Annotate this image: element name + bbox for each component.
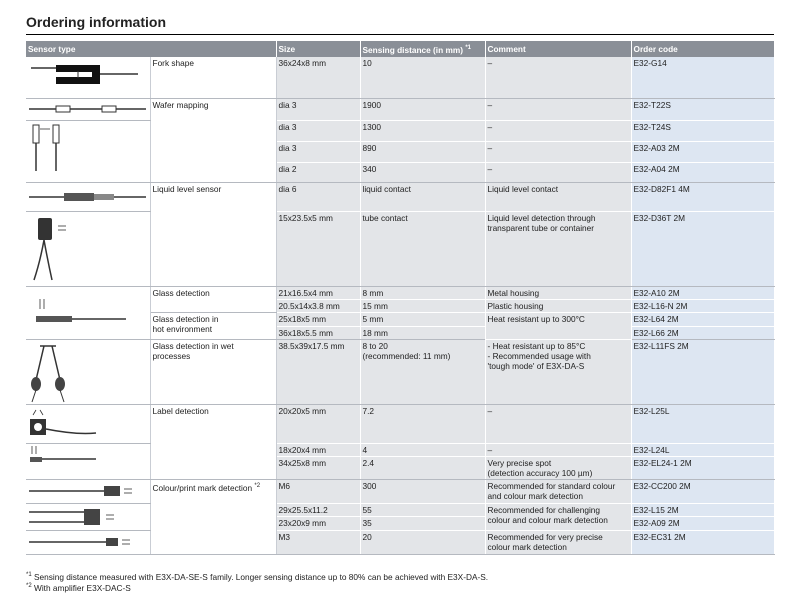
fork-sensor-icon: [26, 57, 150, 98]
comment-cell: –: [485, 120, 631, 141]
header-distance: Sensing distance (in mm) $^{*1}$: [360, 41, 485, 57]
comment-cell: –: [485, 443, 631, 456]
order-code-cell: E32-A03 2M: [631, 141, 774, 162]
comment-cell: Recommended for challenging colour and colour mark detection: [485, 503, 631, 530]
pin-sensors-icon: [26, 120, 150, 182]
comment-cell: Metal housing: [485, 286, 631, 299]
sensor-type: Wafer mapping: [150, 98, 276, 182]
table-row: [26, 182, 774, 211]
size-cell: M6: [276, 479, 360, 503]
size-cell: 15x23.5x5 mm: [276, 211, 360, 286]
sensor-type: Fork shape: [150, 57, 276, 98]
comment-cell: Plastic housing: [485, 299, 631, 312]
order-code-cell: E32-CC200 2M: [631, 479, 774, 503]
ordering-table: [26, 41, 775, 555]
footnote-2: $^{*2}$ With amplifier E3X-DAC-S: [26, 582, 131, 593]
comment-cell: Very precise spot (detection accuracy 100 µm): [485, 456, 631, 479]
distance-cell: 8 to 20 (recommended: 11 mm): [360, 339, 485, 404]
size-cell: dia 6: [276, 182, 360, 211]
table-row: [26, 120, 774, 141]
table-row: [26, 443, 774, 456]
size-cell: 29x25.5x11.2: [276, 503, 360, 517]
label-fiber-icon: [26, 443, 150, 479]
table-row: [26, 286, 774, 299]
mark-sensor-icon: [26, 479, 150, 503]
order-code-cell: E32-D36T 2M: [631, 211, 774, 286]
header-size: Size: [276, 41, 360, 57]
distance-cell: 35: [360, 517, 485, 531]
distance-cell: 300: [360, 479, 485, 503]
size-cell: 25x18x5 mm: [276, 312, 360, 326]
size-cell: dia 3: [276, 120, 360, 141]
distance-cell: 4: [360, 443, 485, 456]
order-code-cell: E32-A04 2M: [631, 162, 774, 182]
distance-cell: 8 mm: [360, 286, 485, 299]
distance-cell: 5 mm: [360, 312, 485, 326]
footnote-1: $^{*1}$ Sensing distance measured with E3X-DA-SE-S family. Longer sensing distance up to 80% can be achieved with E3X-DA-S.: [26, 571, 489, 582]
order-code-cell: E32-T24S: [631, 120, 774, 141]
comment-cell: –: [485, 98, 631, 120]
table-row: [26, 503, 774, 517]
comment-cell: Liquid level contact: [485, 182, 631, 211]
distance-cell: tube contact: [360, 211, 485, 286]
sensor-type: Liquid level sensor: [150, 182, 276, 286]
comment-cell: Heat resistant up to 300°C: [485, 312, 631, 339]
table-row: [26, 211, 774, 286]
size-cell: 36x24x8 mm: [276, 57, 360, 98]
wafer-mapping-sensor-icon: [26, 98, 150, 120]
order-code-cell: E32-L16-N 2M: [631, 299, 774, 312]
comment-cell: –: [485, 57, 631, 98]
table-row: [26, 57, 774, 98]
page-title: Ordering information: [26, 14, 166, 30]
header-order-code: Order code: [631, 41, 774, 57]
label-sensor-icon: [26, 404, 150, 443]
header-sensor-type: Sensor type: [26, 41, 276, 57]
size-cell: 34x25x8 mm: [276, 456, 360, 479]
size-cell: 21x16.5x4 mm: [276, 286, 360, 299]
distance-cell: 7.2: [360, 404, 485, 443]
order-code-cell: E32-L66 2M: [631, 326, 774, 339]
tube-sensor-icon: [26, 211, 150, 286]
size-cell: 20x20x5 mm: [276, 404, 360, 443]
order-code-cell: E32-A09 2M: [631, 517, 774, 531]
size-cell: M3: [276, 530, 360, 554]
order-code-cell: E32-L11FS 2M: [631, 339, 774, 404]
comment-cell: –: [485, 162, 631, 182]
order-code-cell: E32-A10 2M: [631, 286, 774, 299]
distance-cell: 890: [360, 141, 485, 162]
comment-cell: - Heat resistant up to 85°C - Recommended usage with 'tough mode' of E3X-DA-S: [485, 339, 631, 404]
table-header-row: [26, 41, 774, 57]
distance-cell: 340: [360, 162, 485, 182]
comment-cell: –: [485, 141, 631, 162]
comment-cell: Recommended for standard colour and colour mark detection: [485, 479, 631, 503]
sensor-type: Glass detection: [150, 286, 276, 312]
size-cell: dia 3: [276, 98, 360, 120]
size-cell: 38.5x39x17.5 mm: [276, 339, 360, 404]
liquid-level-sensor-icon: [26, 182, 150, 211]
distance-cell: 2.4: [360, 456, 485, 479]
mark-small-sensor-icon: [26, 530, 150, 554]
distance-cell: 1900: [360, 98, 485, 120]
distance-cell: 20: [360, 530, 485, 554]
table-row: [26, 98, 774, 120]
distance-cell: 10: [360, 57, 485, 98]
glass-sensor-icon: [26, 286, 150, 339]
distance-cell: liquid contact: [360, 182, 485, 211]
distance-cell: 18 mm: [360, 326, 485, 339]
order-code-cell: E32-EL24-1 2M: [631, 456, 774, 479]
size-cell: dia 2: [276, 162, 360, 182]
mark-block-sensor-icon: [26, 503, 150, 530]
order-code-cell: E32-L64 2M: [631, 312, 774, 326]
table-row: [26, 339, 774, 404]
order-code-cell: E32-T22S: [631, 98, 774, 120]
distance-cell: 55: [360, 503, 485, 517]
sensor-type: Label detection: [150, 404, 276, 479]
order-code-cell: E32-EC31 2M: [631, 530, 774, 554]
order-code-cell: E32-G14: [631, 57, 774, 98]
size-cell: 23x20x9 mm: [276, 517, 360, 531]
sensor-type: Colour/print mark detection $^{*2}$: [150, 479, 276, 554]
comment-cell: –: [485, 404, 631, 443]
size-cell: dia 3: [276, 141, 360, 162]
order-code-cell: E32-L15 2M: [631, 503, 774, 517]
header-comment: Comment: [485, 41, 631, 57]
size-cell: 20.5x14x3.8 mm: [276, 299, 360, 312]
comment-cell: Recommended for very precise colour mark detection: [485, 530, 631, 554]
distance-cell: 1300: [360, 120, 485, 141]
order-code-cell: E32-L24L: [631, 443, 774, 456]
wet-process-sensor-icon: [26, 339, 150, 404]
title-divider: [26, 34, 774, 35]
table-row: [26, 404, 774, 443]
size-cell: 18x20x4 mm: [276, 443, 360, 456]
comment-cell: Liquid level detection through transparent tube or container: [485, 211, 631, 286]
order-code-cell: E32-L25L: [631, 404, 774, 443]
table-row: [26, 479, 774, 503]
sensor-type: Glass detection in wet processes: [150, 339, 276, 404]
sensor-type: Glass detection in hot environment: [150, 312, 276, 339]
order-code-cell: E32-D82F1 4M: [631, 182, 774, 211]
table-row: [26, 530, 774, 554]
distance-cell: 15 mm: [360, 299, 485, 312]
size-cell: 36x18x5.5 mm: [276, 326, 360, 339]
